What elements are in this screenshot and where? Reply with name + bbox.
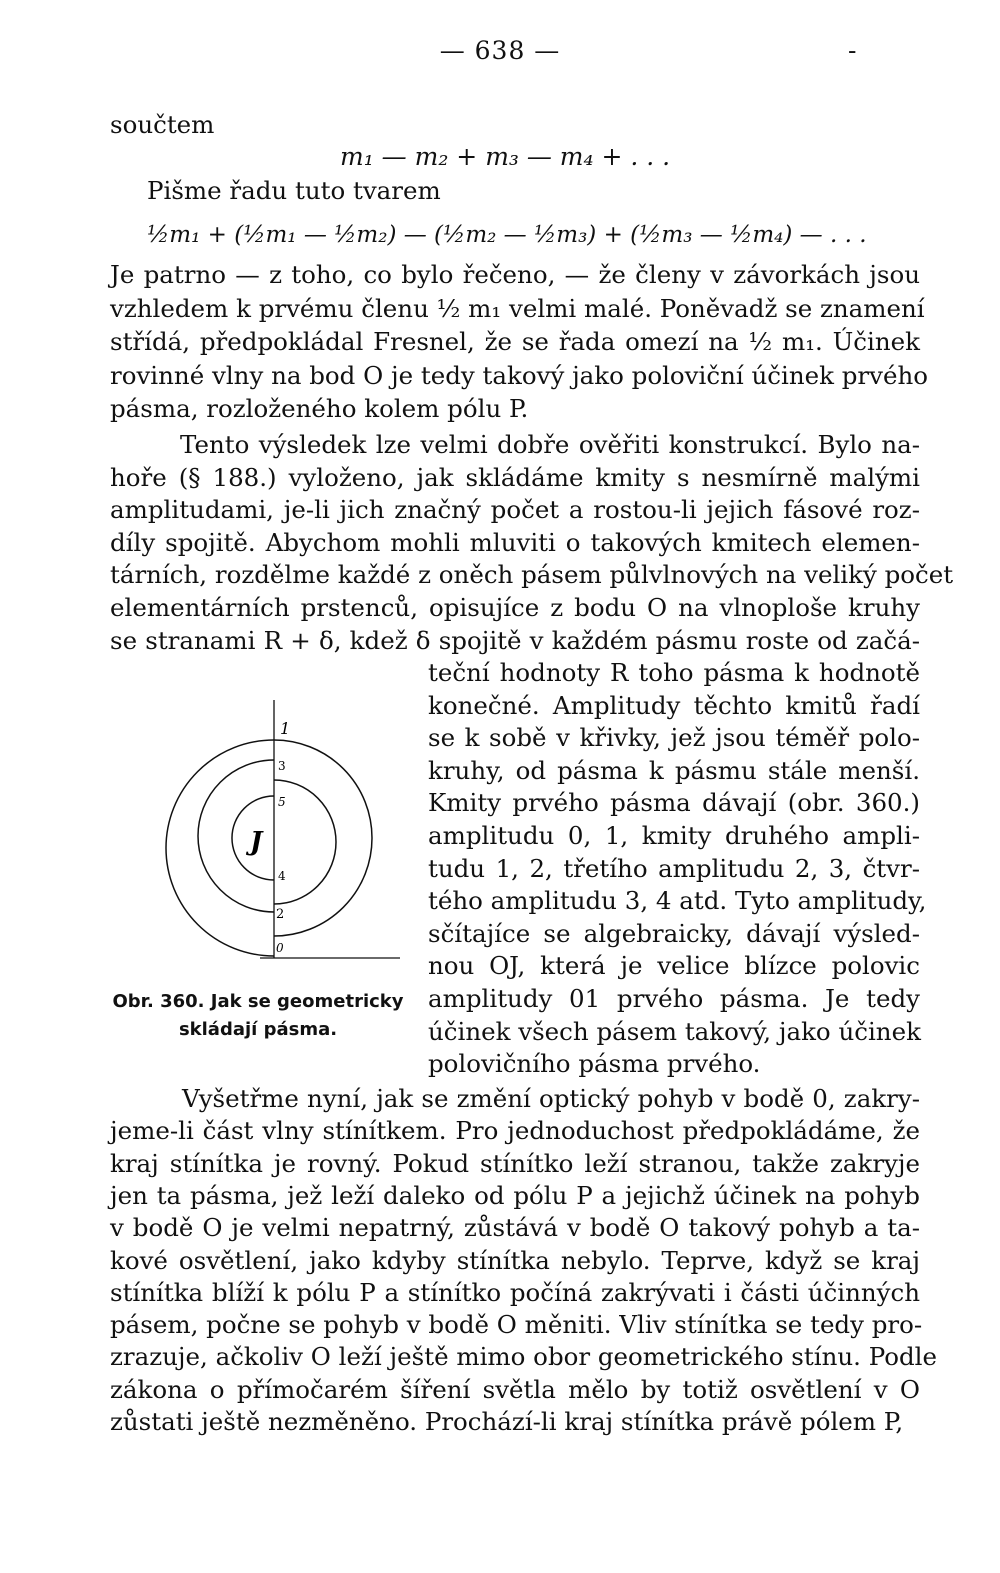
rewritten-series-formula: ½m₁ + (½m₁ — ½m₂) — (½m₂ — ½m₃) + (½m₃ — ½m₄) — . . . (147, 222, 867, 248)
text-line: pásem, počne se pohyb v bodě O měniti. Vliv stínítka se tedy pro- (110, 1310, 923, 1340)
text-line: zůstati ještě nezměněno. Prochází-li kraj stínítka právě pólem P, (110, 1407, 904, 1436)
second-curve (274, 740, 372, 936)
text-line: tárních, rozdělme každé z oněch pásem půlvlnových na veliký počet (110, 560, 954, 590)
text-line: se k sobě v křivky, jež jsou téměř polo- (428, 723, 920, 753)
text-line: se stranami R + δ, kdež δ spojitě v každém pásmu roste od začá- (110, 625, 920, 655)
series-formula: m₁ — m₂ + m₃ — m₄ + . . . (340, 142, 671, 171)
label-0: 0 (276, 941, 284, 955)
text-line: zrazuje, ačkoliv O leží ještě mimo obor geometrického stínu. Podle (110, 1342, 937, 1372)
text-line: amplitudu 0, 1, kmity druhého ampli- (428, 821, 920, 850)
intro-word: součtem (110, 110, 215, 139)
paragraph-lead: Pišme řadu tuto tvarem (147, 176, 441, 205)
text-line: tudu 1, 2, třetího amplitudu 2, 3, čtvr- (428, 853, 920, 883)
text-line: stínítka blíží k pólu P a stínítko počíná zakrývati i části účinných (110, 1277, 920, 1307)
text-line: hoře (§ 188.) vyloženo, jak skládáme kmity s nesmírně malými (110, 462, 920, 492)
label-1: 1 (280, 719, 291, 738)
text-line: teční hodnoty R toho pásma k hodnotě (428, 658, 920, 687)
text-line: střídá, předpokládal Fresnel, že se řada omezí na ½ m₁. Účinek (110, 327, 920, 356)
text-line: rovinné vlny na bod O je tedy takový jako poloviční účinek prvého (110, 360, 928, 390)
third-curve (198, 760, 274, 912)
text-line: Tento výsledek lze velmi dobře ověřiti konstrukcí. Bylo na- (180, 430, 920, 459)
text-line: jen ta pásma, jež leží daleko od pólu P a jejichž účinek na pohyb (110, 1180, 920, 1210)
zones-figure (150, 700, 410, 980)
text-line: tého amplitudu 3, 4 atd. Tyto amplitudy, (428, 886, 927, 916)
page-number: — 638 — (439, 36, 561, 65)
label-3: 3 (278, 759, 286, 773)
text-line: Vyšetřme nyní, jak se změní optický pohyb v bodě 0, zakry- (182, 1084, 920, 1113)
text-line: kruhy, od pásma k pásmu stále menší. (428, 755, 920, 785)
text-line: zákona o přímočarém šíření světla mělo by totiž osvětlení v O (110, 1374, 920, 1404)
text-line: konečné. Amplitudy těchto kmitů řadí (428, 690, 920, 720)
text-line: nou OJ, která je velice blízce polovic (428, 951, 920, 981)
text-line: pásma, rozloženého kolem pólu P. (110, 394, 529, 423)
label-2: 2 (276, 907, 285, 922)
text-line: díly spojitě. Abychom mohli mluviti o takových kmitech elemen- (110, 527, 920, 557)
page-mark: - (848, 36, 857, 65)
text-line: Kmity prvého pásma dávají (obr. 360.) (428, 788, 920, 818)
text-line: amplitudy 01 prvého pásma. Je tedy (428, 984, 920, 1013)
label-5: 5 (278, 795, 286, 809)
figure-caption-line2: skládají pásma. (178, 1019, 338, 1040)
label-4: 4 (278, 869, 286, 883)
text-line: elementárních prstenců, opisujíce z bodu O na vlnoploše kruhy (110, 593, 920, 622)
text-line: kové osvětlení, jako kdyby stínítka nebylo. Teprve, když se kraj (110, 1245, 920, 1275)
text-line: polovičního pásma prvého. (428, 1049, 761, 1079)
text-line: vzhledem k prvému členu ½ m₁ velmi malé. Poněvadž se znamení (110, 293, 925, 323)
text-line: jeme-li část vlny stínítkem. Pro jednoduchost předpokládáme, že (110, 1116, 920, 1146)
label-J: J (250, 827, 263, 857)
text-line: Je patrno — z toho, co bylo řečeno, — že členy v závorkách jsou (110, 260, 920, 289)
figure-caption-line1: Obr. 360. Jak se geometricky (112, 991, 404, 1012)
zones-diagram (150, 700, 410, 980)
text-line: kraj stínítka je rovný. Pokud stínítko leží stranou, takže zakryje (110, 1148, 920, 1178)
text-line: amplitudami, je-li jich značný počet a rostou-li jejich fásové roz- (110, 495, 920, 525)
text-line: sčítajíce se algebraicky, dávají výsled- (428, 918, 920, 948)
text-line: v bodě O je velmi nepatrný, zůstává v bodě O takový pohyb a ta- (110, 1213, 920, 1243)
text-line: účinek všech pásem takový, jako účinek (428, 1016, 921, 1046)
